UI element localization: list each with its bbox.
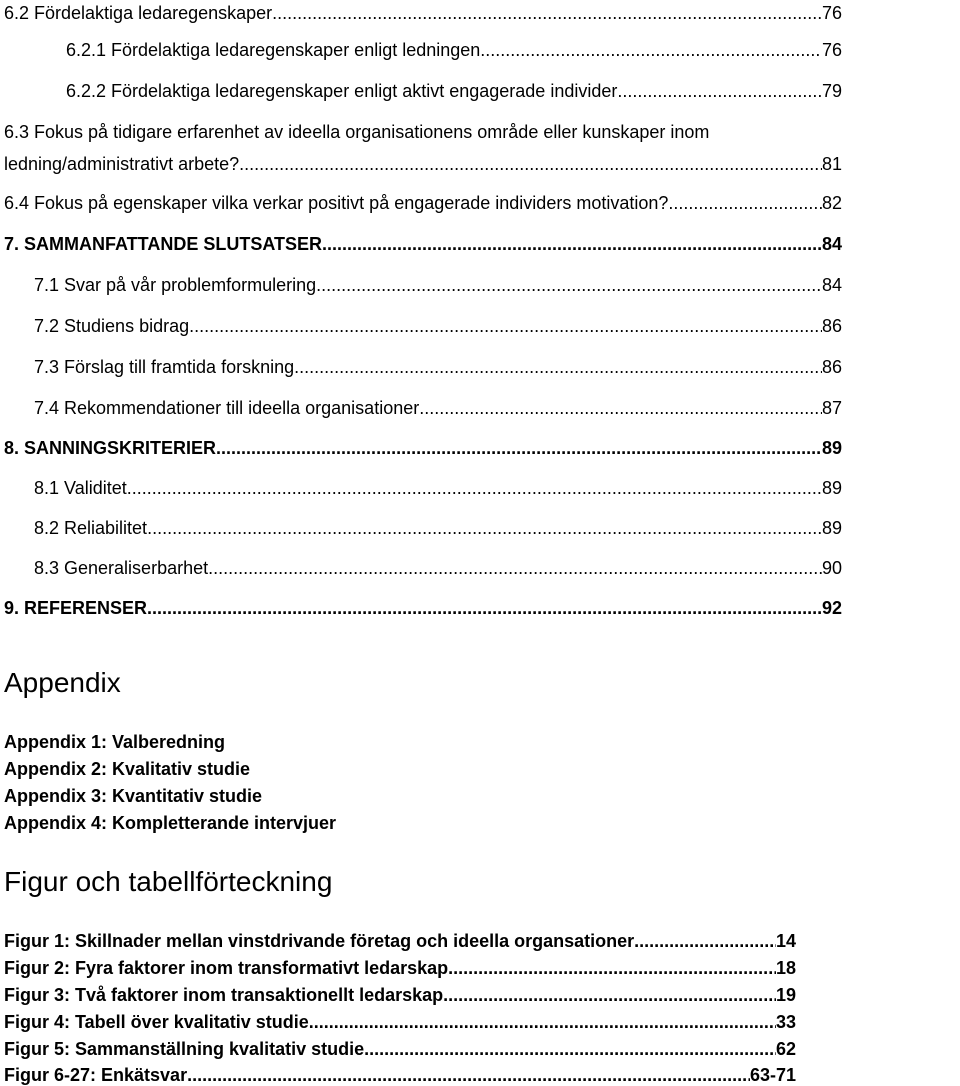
toc-entry[interactable]	[4, 437, 842, 459]
toc-leader	[617, 80, 822, 102]
toc-leader	[147, 597, 822, 619]
toc-leader	[634, 930, 776, 952]
toc-entry-page: 86	[821, 316, 842, 336]
figure-entry-title: Figur 2: Fyra faktorer inom transformativt ledarskap	[4, 958, 449, 978]
toc-leader	[294, 356, 822, 378]
toc-entry[interactable]	[34, 274, 842, 296]
toc-entry-title: 7.4 Rekommendationer till ideella organisationer	[34, 398, 420, 418]
figure-entry-page: 62	[775, 1039, 796, 1059]
appendix-item[interactable]: Appendix 2: Kvalitativ studie	[4, 759, 251, 779]
toc-entry-title: 6.3 Fokus på tidigare erfarenhet av ideella organisationens område eller kunskaper inom	[4, 122, 710, 142]
toc-entry-page: 89	[821, 518, 842, 538]
toc-leader	[364, 1038, 776, 1060]
toc-entry-page: 89	[821, 478, 842, 498]
toc-entry-title: 7.2 Studiens bidrag	[34, 316, 190, 336]
toc-leader	[668, 192, 822, 214]
toc-entry[interactable]	[4, 2, 842, 24]
figure-entry-title: Figur 5: Sammanställning kvalitativ studie	[4, 1039, 365, 1059]
toc-entry[interactable]	[34, 356, 842, 378]
toc-entry-page: 79	[821, 81, 842, 101]
toc-entry-title: 7. SAMMANFATTANDE SLUTSATSER	[4, 234, 322, 254]
toc-leader	[189, 315, 822, 337]
toc-entry-title: 9. REFERENSER	[4, 598, 148, 618]
toc-entry-page: 89	[821, 438, 842, 458]
toc-leader	[443, 984, 776, 1006]
toc-entry[interactable]	[4, 153, 842, 175]
figure-entry[interactable]	[4, 957, 796, 979]
figure-entry[interactable]	[4, 1011, 796, 1033]
figure-entry-page: 14	[775, 931, 796, 951]
figure-entry-page: 33	[775, 1012, 796, 1032]
toc-entry-page: 84	[821, 275, 842, 295]
toc-leader	[309, 1011, 776, 1033]
figure-entry[interactable]	[4, 1038, 796, 1060]
figure-entry-title: Figur 6-27: Enkätsvar	[4, 1065, 188, 1085]
figure-entry-page: 63-71	[749, 1065, 796, 1085]
toc-entry-page: 76	[821, 3, 842, 23]
toc-entry-page: 81	[821, 154, 842, 174]
toc-entry[interactable]	[4, 121, 884, 143]
toc-entry-page: 87	[821, 398, 842, 418]
figure-entry[interactable]	[4, 1064, 796, 1086]
figure-entry-page: 19	[775, 985, 796, 1005]
toc-entry-title: 7.1 Svar på vår problemformulering	[34, 275, 317, 295]
toc-entry-page: 84	[821, 234, 842, 254]
toc-leader	[147, 517, 822, 539]
toc-entry[interactable]	[4, 192, 842, 214]
toc-entry-title: 6.2 Fördelaktiga ledaregenskaper	[4, 3, 273, 23]
toc-entry-title: 8. SANNINGSKRITERIER	[4, 438, 217, 458]
figure-entry[interactable]	[4, 930, 796, 952]
figure-entry-title: Figur 1: Skillnader mellan vinstdrivande företag och ideella organsationer	[4, 931, 635, 951]
toc-entry-page: 82	[821, 193, 842, 213]
toc-leader	[216, 437, 822, 459]
figure-entry-page: 18	[775, 958, 796, 978]
toc-entry[interactable]	[34, 477, 842, 499]
toc-leader	[316, 274, 822, 296]
toc-entry[interactable]	[4, 597, 842, 619]
toc-leader	[127, 477, 822, 499]
toc-entry-title: 6.2.1 Fördelaktiga ledaregenskaper enligt ledningen	[66, 40, 481, 60]
toc-leader	[322, 233, 822, 255]
toc-entry[interactable]	[34, 517, 842, 539]
appendix-heading: Appendix	[4, 667, 121, 698]
toc-entry-title: ledning/administrativt arbete?	[4, 154, 240, 174]
toc-entry[interactable]	[66, 80, 842, 102]
figure-entry-title: Figur 4: Tabell över kvalitativ studie	[4, 1012, 309, 1032]
appendix-item[interactable]: Appendix 1: Valberedning	[4, 732, 226, 752]
appendix-item[interactable]: Appendix 4: Kompletterande intervjuer	[4, 813, 337, 833]
toc-entry[interactable]	[4, 233, 842, 255]
toc-entry-page: 92	[821, 598, 842, 618]
toc-leader	[239, 153, 822, 175]
toc-entry-title: 6.2.2 Fördelaktiga ledaregenskaper enligt aktivt engagerade individer	[66, 81, 618, 101]
toc-entry-title: 8.1 Validitet	[34, 478, 127, 498]
toc-entry[interactable]	[34, 315, 842, 337]
toc-leader	[419, 397, 822, 419]
toc-entry-page: 86	[821, 357, 842, 377]
toc-leader	[208, 557, 822, 579]
toc-leader	[448, 957, 776, 979]
toc-entry-page: 90	[821, 558, 842, 578]
toc-entry-title: 8.2 Reliabilitet	[34, 518, 148, 538]
toc-entry[interactable]	[66, 39, 842, 61]
appendix-item[interactable]: Appendix 3: Kvantitativ studie	[4, 786, 263, 806]
toc-leader	[480, 39, 822, 61]
figure-entry-title: Figur 3: Två faktorer inom transaktionellt ledarskap	[4, 985, 444, 1005]
toc-entry-title: 7.3 Förslag till framtida forskning	[34, 357, 295, 377]
toc-entry[interactable]	[34, 397, 842, 419]
toc-leader	[272, 2, 822, 24]
figures-heading: Figur och tabellförteckning	[4, 866, 333, 897]
toc-leader	[187, 1064, 750, 1086]
toc-entry[interactable]	[34, 557, 842, 579]
toc-entry-page: 76	[821, 40, 842, 60]
toc-entry-title: 6.4 Fokus på egenskaper vilka verkar positivt på engagerade individers motivation?	[4, 193, 669, 213]
figure-entry[interactable]	[4, 984, 796, 1006]
toc-entry-title: 8.3 Generaliserbarhet	[34, 558, 209, 578]
